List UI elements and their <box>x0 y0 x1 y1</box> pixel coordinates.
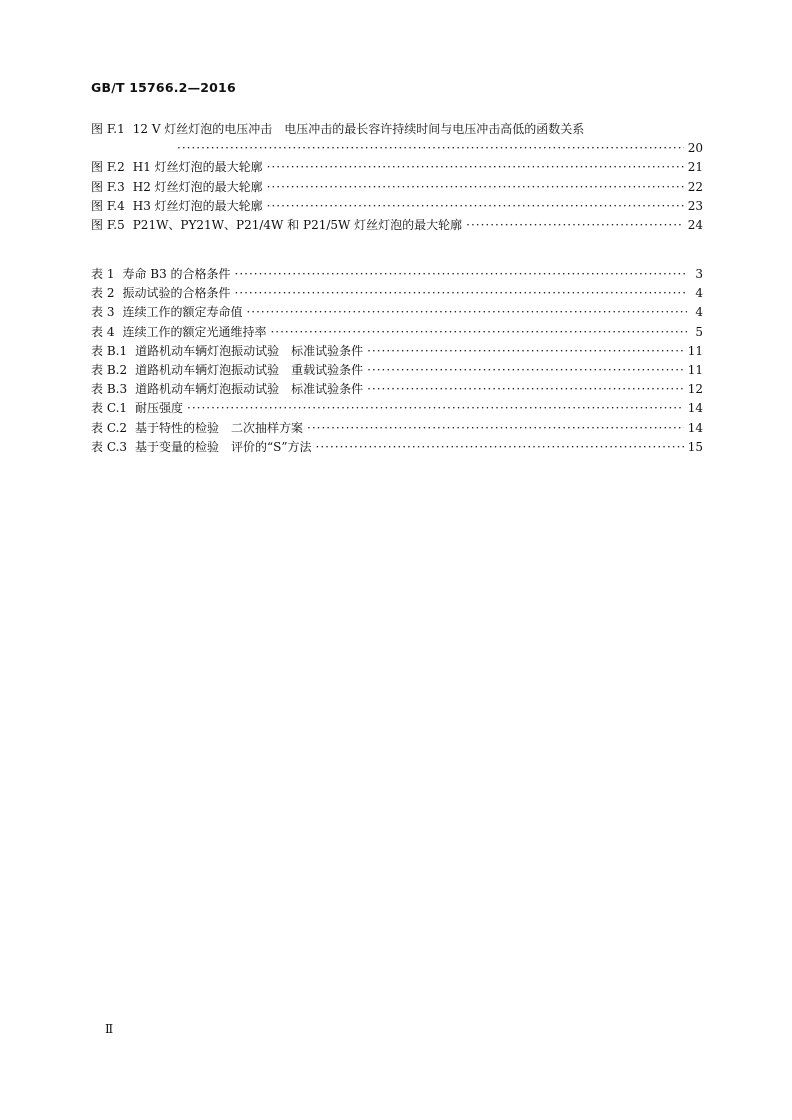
toc-entry-table-3[interactable] <box>91 303 703 322</box>
toc-entry-table-b1[interactable] <box>91 342 703 361</box>
entry-number: 图 F.4 <box>91 198 125 213</box>
toc-entry-figure-f5[interactable] <box>91 216 703 235</box>
entry-page: 24 <box>687 217 703 232</box>
entry-page: 5 <box>695 324 703 339</box>
entry-number: 表 4 <box>91 324 115 339</box>
entry-number: 表 3 <box>91 305 115 320</box>
page-number: Ⅱ <box>105 1022 114 1036</box>
entry-page: 22 <box>687 179 703 194</box>
dot-leader <box>367 361 684 380</box>
toc-entry-figure-f4[interactable] <box>91 197 703 216</box>
entry-title: 连续工作的额定寿命值 <box>122 305 243 320</box>
entry-title: 基于变量的检验 评价的“S”方法 <box>135 439 312 454</box>
entry-page: 4 <box>695 286 703 301</box>
entry-page: 21 <box>687 160 703 175</box>
figure-list <box>91 120 703 235</box>
entry-page: 4 <box>695 305 703 320</box>
toc-entry-table-2[interactable] <box>91 284 703 303</box>
entry-number: 表 C.2 <box>91 420 128 435</box>
dot-leader <box>367 342 684 361</box>
entry-number: 表 B.1 <box>91 343 128 358</box>
entry-number: 表 B.2 <box>91 362 128 377</box>
entry-title: H1 灯丝灯泡的最大轮廓 <box>132 160 263 175</box>
toc-entry-table-b2[interactable] <box>91 361 703 380</box>
entry-number: 表 C.1 <box>91 401 128 416</box>
toc-entry-table-b3[interactable] <box>91 380 703 399</box>
dot-leader <box>267 178 684 197</box>
entry-title: 道路机动车辆灯泡振动试验 标准试验条件 <box>135 382 364 397</box>
entry-title: 道路机动车辆灯泡振动试验 重载试验条件 <box>135 362 364 377</box>
entry-page: 12 <box>687 382 703 397</box>
toc-entry-table-1[interactable] <box>91 265 703 284</box>
toc-entry-table-c2[interactable] <box>91 419 703 438</box>
dot-leader <box>270 323 687 342</box>
entry-title: 12 V 灯丝灯泡的电压冲击 电压冲击的最长容许持续时间与电压冲击高低的函数关系 <box>132 122 585 136</box>
dot-leader <box>307 419 684 438</box>
entry-number: 表 C.3 <box>91 439 128 454</box>
entry-title: 振动试验的合格条件 <box>122 286 231 301</box>
toc-entry-table-4[interactable] <box>91 323 703 342</box>
dot-leader <box>246 303 687 322</box>
toc-entry-table-c1[interactable] <box>91 399 703 418</box>
toc-entry-figure-f1-continued[interactable] <box>91 139 703 158</box>
toc-entry-figure-f3[interactable] <box>91 178 703 197</box>
entry-number: 图 F.2 <box>91 160 125 175</box>
entry-number: 表 B.3 <box>91 382 128 397</box>
entry-page: 11 <box>687 343 703 358</box>
entry-title: 寿命 B3 的合格条件 <box>122 267 231 281</box>
entry-title: H3 灯丝灯泡的最大轮廓 <box>132 198 263 213</box>
dot-leader <box>466 216 684 235</box>
toc-entry-table-c3[interactable] <box>91 438 703 457</box>
dot-leader <box>235 265 687 284</box>
entry-title: 连续工作的额定光通维持率 <box>122 324 267 339</box>
dot-leader <box>267 197 684 216</box>
toc-entry-figure-f2[interactable] <box>91 158 703 177</box>
standard-code: GB/T 15766.2—2016 <box>91 80 236 95</box>
entry-page: 20 <box>687 141 703 156</box>
toc-entry-figure-f1[interactable] <box>91 120 703 139</box>
entry-number: 图 F.1 <box>91 122 125 136</box>
entry-title: 基于特性的检验 二次抽样方案 <box>135 420 304 435</box>
dot-leader <box>187 399 684 418</box>
entry-page: 23 <box>687 198 703 213</box>
entry-number: 表 2 <box>91 286 115 301</box>
entry-page: 15 <box>687 439 703 454</box>
entry-number: 图 F.3 <box>91 179 125 194</box>
entry-page: 3 <box>695 267 703 281</box>
entry-page: 14 <box>687 420 703 435</box>
entry-title: P21W、PY21W、P21/4W 和 P21/5W 灯丝灯泡的最大轮廓 <box>132 217 463 232</box>
entry-page: 11 <box>687 362 703 377</box>
entry-title: H2 灯丝灯泡的最大轮廓 <box>132 179 263 194</box>
entry-number: 图 F.5 <box>91 217 125 232</box>
table-list <box>91 265 703 457</box>
entry-title: 道路机动车辆灯泡振动试验 标准试验条件 <box>135 343 364 358</box>
entry-page: 14 <box>687 401 703 416</box>
dot-leader <box>316 438 684 457</box>
entry-number: 表 1 <box>91 267 115 281</box>
entry-title: 耐压强度 <box>135 401 184 416</box>
dot-leader <box>367 380 684 399</box>
dot-leader <box>267 158 684 177</box>
dot-leader <box>177 139 684 158</box>
dot-leader <box>234 284 687 303</box>
